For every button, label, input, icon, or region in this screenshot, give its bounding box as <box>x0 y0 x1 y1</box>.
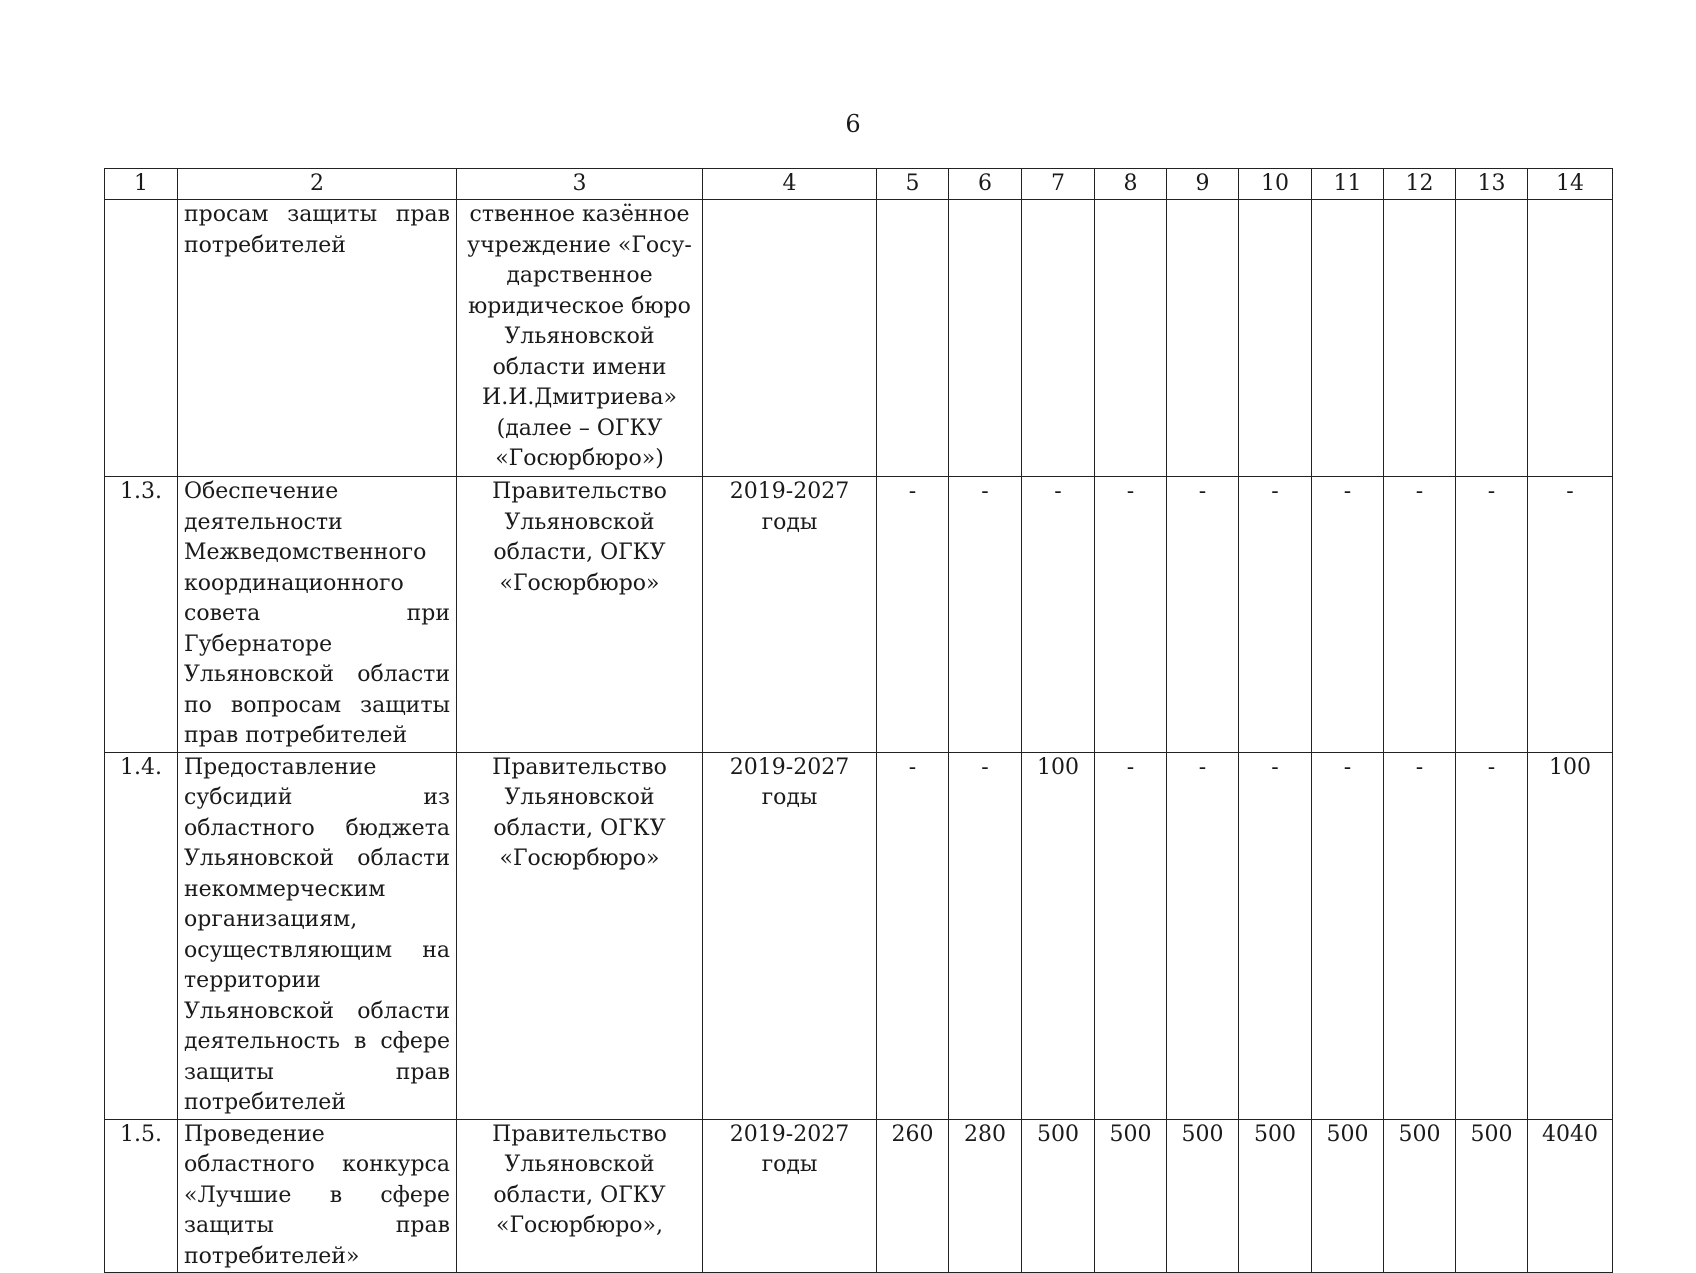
executor-line: ственное казённое <box>469 202 690 227</box>
value-cell <box>949 200 1022 477</box>
value-cell: - <box>1528 477 1613 753</box>
value-cell: - <box>1384 477 1456 753</box>
value-cell <box>1528 200 1613 477</box>
value-cell: - <box>949 752 1022 1119</box>
header-cell: 5 <box>877 169 949 200</box>
executor-line: Ульяновской <box>504 1152 655 1177</box>
value-cell <box>1095 200 1167 477</box>
value-cell: - <box>877 752 949 1119</box>
period-line: годы <box>761 785 818 810</box>
executor-line: «Госюрбюро», <box>495 1213 663 1238</box>
table-row <box>105 477 1613 753</box>
executor-line: учреждение «Госу- <box>467 232 692 258</box>
value-cell: 4040 <box>1528 1119 1613 1273</box>
value-cell: - <box>877 477 949 753</box>
item-number-cell: 1.5. <box>105 1119 178 1273</box>
header-cell: 9 <box>1167 169 1239 200</box>
value-cell: - <box>1167 477 1239 753</box>
period-line: 2019-2027 <box>729 479 850 504</box>
header-cell: 3 <box>457 169 703 200</box>
header-cell: 1 <box>105 169 178 200</box>
period-cell <box>703 1119 877 1273</box>
executor-cell <box>457 1119 703 1273</box>
value-cell <box>1022 200 1095 477</box>
executor-line: (далее – ОГКУ <box>496 415 663 441</box>
executor-line: дарственное <box>506 263 653 288</box>
program-table <box>104 168 1613 1273</box>
value-cell: - <box>1456 752 1528 1119</box>
value-cell: 500 <box>1456 1119 1528 1273</box>
item-number-cell: 1.3. <box>105 477 178 753</box>
table-row <box>105 1119 1613 1273</box>
value-cell: - <box>1312 752 1384 1119</box>
executor-line: Ульяновской <box>504 785 655 810</box>
executor-line: Ульяновской <box>504 324 655 349</box>
executor-cell <box>457 752 703 1119</box>
value-cell: - <box>1239 752 1312 1119</box>
value-cell <box>1167 200 1239 477</box>
header-cell: 10 <box>1239 169 1312 200</box>
value-cell: 280 <box>949 1119 1022 1273</box>
value-cell <box>1312 200 1384 477</box>
period-cell <box>703 477 877 753</box>
header-cell: 13 <box>1456 169 1528 200</box>
page-number: 6 <box>845 110 861 138</box>
period-cell <box>703 752 877 1119</box>
value-cell <box>1456 200 1528 477</box>
header-cell: 14 <box>1528 169 1613 200</box>
header-cell: 7 <box>1022 169 1095 200</box>
table-row <box>105 752 1613 1119</box>
activity-name-cell: просам защиты прав потребителей <box>178 200 457 477</box>
executor-line: юридическое бюро <box>468 293 691 319</box>
value-cell: 500 <box>1022 1119 1095 1273</box>
executor-line: «Госюрбюро» <box>499 570 660 596</box>
value-cell <box>1239 200 1312 477</box>
value-cell <box>1384 200 1456 477</box>
value-cell: - <box>1239 477 1312 753</box>
header-cell: 2 <box>178 169 457 200</box>
header-row <box>105 169 1613 200</box>
header-cell: 8 <box>1095 169 1167 200</box>
value-cell: - <box>1456 477 1528 753</box>
value-cell: - <box>949 477 1022 753</box>
value-cell: - <box>1022 477 1095 753</box>
period-line: годы <box>761 509 818 535</box>
executor-line: «Госюрбюро») <box>495 446 664 471</box>
value-cell: - <box>1384 752 1456 1119</box>
value-cell: 100 <box>1022 752 1095 1119</box>
period-cell <box>703 200 877 477</box>
value-cell: 100 <box>1528 752 1613 1119</box>
activity-name-cell: Проведение областного конкурса «Лучшие в сфере защиты прав потребителей» <box>178 1119 457 1273</box>
value-cell: - <box>1167 752 1239 1119</box>
value-cell: 500 <box>1095 1119 1167 1273</box>
header-cell: 6 <box>949 169 1022 200</box>
value-cell: - <box>1095 477 1167 753</box>
executor-line: Правительство <box>492 754 667 780</box>
activity-name-cell: Обеспечение деятельности Межведомственного координационного совета при Губернаторе Ульяновской области по вопросам защиты прав потребителей <box>178 477 457 753</box>
activity-name-cell: Предоставление субсидий из областного бюджета Ульяновской области некоммерческим организациям, осуществляющим на территории Ульяновской области деятельность в сфере защиты прав потребителей <box>178 752 457 1119</box>
item-number-cell <box>105 200 178 477</box>
period-line: 2019-2027 <box>729 1121 850 1147</box>
value-cell <box>877 200 949 477</box>
executor-line: области, ОГКУ <box>493 1182 666 1208</box>
executor-line: Правительство <box>492 1121 667 1147</box>
executor-cell <box>457 200 703 477</box>
value-cell: 260 <box>877 1119 949 1273</box>
value-cell: - <box>1095 752 1167 1119</box>
period-line: годы <box>761 1152 818 1177</box>
value-cell: 500 <box>1239 1119 1312 1273</box>
value-cell: 500 <box>1167 1119 1239 1273</box>
executor-line: Ульяновской <box>504 509 655 535</box>
executor-line: области, ОГКУ <box>493 540 666 565</box>
executor-line: И.И.Дмитриева» <box>482 385 677 410</box>
value-cell: 500 <box>1312 1119 1384 1273</box>
header-cell: 11 <box>1312 169 1384 200</box>
executor-cell <box>457 477 703 753</box>
header-cell: 12 <box>1384 169 1456 200</box>
executor-line: Правительство <box>492 479 667 504</box>
period-line: 2019-2027 <box>729 754 850 780</box>
table-row <box>105 200 1613 477</box>
executor-line: «Госюрбюро» <box>499 846 660 871</box>
value-cell: - <box>1312 477 1384 753</box>
executor-line: области, ОГКУ <box>493 815 666 841</box>
value-cell: 500 <box>1384 1119 1456 1273</box>
header-cell: 4 <box>703 169 877 200</box>
executor-line: области имени <box>492 354 667 380</box>
item-number-cell: 1.4. <box>105 752 178 1119</box>
